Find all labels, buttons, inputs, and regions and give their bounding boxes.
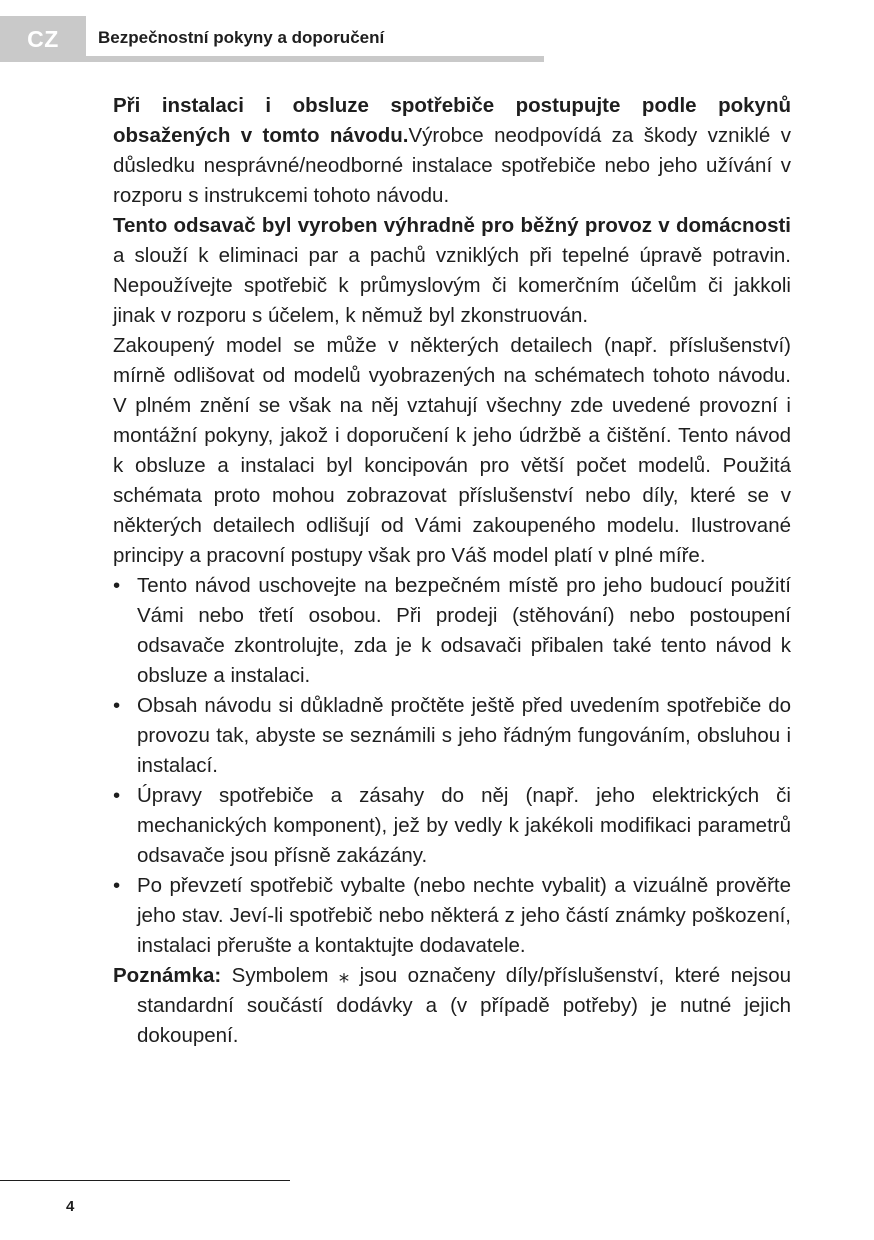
list-item <box>113 691 791 781</box>
bullet-icon: • <box>113 784 121 807</box>
note-label: Poznámka: <box>113 964 222 987</box>
paragraph-usage-text: a slouží k eliminaci par a pachů vzniklých při tepelné úpravě potravin. Nepoužívejte spotřebič k průmyslovým či komerčním účelům či jakkoli jinak v rozporu s účelem, k němuž byl zkonstruován. <box>113 244 791 327</box>
list-item-text: Tento návod uschovejte na bezpečném místě pro jeho budoucí použití Vámi nebo třetí osobou. Při prodeji (stěhování) nebo postoupení odsavače zkontrolujte, zda je k odsavači přibalen také tento návod k obsluze a instalaci. <box>137 574 791 687</box>
header-title: Bezpečnostní pokyny a doporučení <box>98 28 385 47</box>
paragraph-intro-text: Výrobce neodpovídá za škody vzniklé v důsledku nesprávné/neodborné instalace spotřebiče nebo jeho užívání v rozporu s instrukcemi tohoto návodu. <box>113 124 791 207</box>
paragraph-model: Zakoupený model se může v některých detailech (např. příslušenství) mírně odlišovat od modelů vyobrazených na schématech tohoto návodu. V plném znění se však na něj vztahují všechny zde uvedené provozní i montážní pokyny, jakož i doporučení k jeho údržbě a čištění. Tento návod k obsluze a instalaci byl koncipován pro větší počet modelů. Použitá schémata proto mohou zobrazovat příslušenství nebo díly, které se v některých detailech odlišují od Vámi zakoupeného modelu. Ilustrované principy a pracovní postupy však pro Váš model platí v plné míře. <box>113 334 791 567</box>
list-item <box>113 571 791 691</box>
paragraph-usage-bold: Tento odsavač byl vyroben výhradně pro běžný provoz v domácnosti <box>113 214 791 237</box>
paragraph-usage <box>113 211 791 331</box>
paragraph-intro <box>113 91 791 211</box>
note-paragraph <box>113 961 791 1051</box>
main-content <box>113 91 791 1051</box>
page-number: 4 <box>66 1198 75 1215</box>
list-item-text: Obsah návodu si důkladně pročtěte ještě před uvedením spotřebiče do provozu tak, abyste se seznámili s jeho řádným fungováním, obsluhou i instalací. <box>137 694 791 777</box>
note-text: Symbolem ⁎ jsou označeny díly/příslušenství, které nejsou standardní součástí dodávky a (v případě potřeby) je nutné jejich dokoupení. <box>137 964 791 1047</box>
safety-bullet-list <box>113 571 791 961</box>
paragraph-intro-bold: Při instalaci i obsluze spotřebiče postupujte podle pokynů obsažených v tomto návodu. <box>113 94 791 147</box>
language-badge: CZ <box>0 16 86 62</box>
bullet-icon: • <box>113 574 121 597</box>
bullet-icon: • <box>113 694 121 717</box>
list-item-text: Po převzetí spotřebič vybalte (nebo nechte vybalit) a vizuálně prověřte jeho stav. Jeví-li spotřebič nebo některá z jeho částí známky poškození, instalaci přerušte a kontaktujte dodavatele. <box>137 874 791 957</box>
page-header <box>0 16 544 62</box>
footer-divider <box>0 1180 290 1181</box>
header-underline <box>86 56 544 62</box>
list-item <box>113 781 791 871</box>
list-item-text: Úpravy spotřebiče a zásahy do něj (např. jeho elektrických či mechanických komponent), jež by vedly k jakékoli modifikaci parametrů odsavače jsou přísně zakázány. <box>137 784 791 867</box>
list-item <box>113 871 791 961</box>
bullet-icon: • <box>113 874 121 897</box>
